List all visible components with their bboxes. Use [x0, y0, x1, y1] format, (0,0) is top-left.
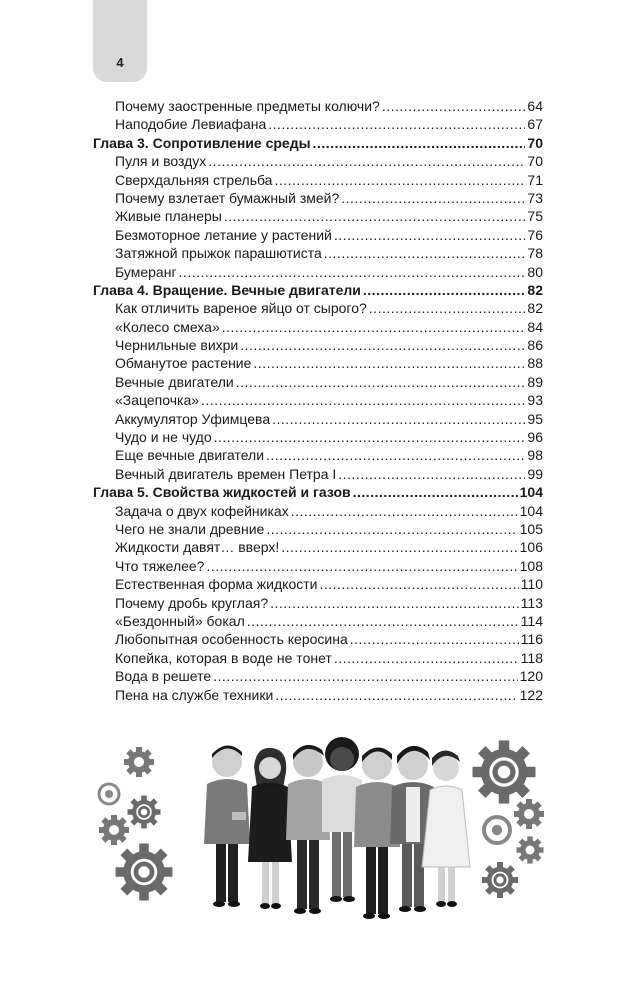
toc-item-row[interactable] — [93, 575, 543, 593]
dot-leader — [272, 410, 525, 428]
toc-item-row[interactable] — [93, 594, 543, 612]
page-ref: 105 — [519, 520, 543, 537]
toc-item-row[interactable] — [93, 373, 543, 391]
dot-leader — [266, 446, 525, 464]
item-title: Бумеранг — [115, 263, 177, 280]
item-title: Затяжной прыжок парашютиста — [115, 245, 322, 262]
chapter-title: Глава 3. Сопротивление среды — [93, 134, 311, 151]
toc-item-row[interactable] — [93, 667, 543, 685]
gear-icon — [514, 799, 544, 829]
item-title: Задача о двух кофейниках — [115, 502, 289, 519]
page-number-tab — [93, 0, 147, 82]
table-of-contents — [93, 97, 543, 704]
page-ref: 113 — [520, 594, 543, 611]
toc-item-row[interactable] — [93, 97, 543, 115]
item-title: Что тяжелее? — [115, 557, 205, 574]
page-ref: 88 — [527, 355, 543, 372]
item-title: Почему заостренные предметы колючи? — [115, 98, 380, 114]
item-title: Любопытная особенность керосина — [115, 631, 348, 648]
page-ref: 86 — [527, 337, 543, 354]
dot-leader — [350, 630, 519, 648]
dot-leader — [236, 373, 526, 391]
dot-leader — [179, 263, 526, 281]
dot-leader — [253, 354, 525, 372]
page-ref: 96 — [527, 429, 543, 446]
page-ref: 80 — [527, 263, 543, 280]
page-ref: 95 — [527, 410, 543, 427]
dot-leader — [313, 134, 526, 152]
item-title: Жидкости давят… вверх! — [115, 539, 280, 556]
page-ref: 84 — [527, 318, 543, 335]
dot-leader — [270, 594, 519, 612]
dot-leader — [224, 207, 526, 225]
gear-icon — [484, 817, 510, 843]
toc-item-row[interactable] — [93, 244, 543, 262]
toc-chapter-row[interactable] — [93, 483, 543, 501]
dot-leader — [214, 428, 526, 446]
gear-icon — [517, 837, 544, 864]
page-ref: 118 — [520, 649, 543, 666]
page-ref: 67 — [527, 116, 543, 133]
item-title: Пена на службе техники — [115, 686, 274, 703]
dot-leader — [353, 483, 518, 501]
page-ref: 76 — [527, 226, 543, 243]
dot-leader — [213, 667, 517, 685]
chapter-title: Глава 4. Вращение. Вечные двигатели — [93, 281, 361, 298]
dot-leader — [334, 226, 526, 244]
page-ref: 78 — [527, 245, 543, 262]
item-title: Еще вечные двигатели — [115, 447, 265, 464]
item-title: Чего не знали древние — [115, 520, 265, 537]
dot-leader — [275, 686, 517, 704]
item-title: Безмоторное летание у растений — [115, 226, 332, 243]
page-ref: 98 — [527, 447, 543, 464]
item-title: Пуля и воздух — [115, 153, 207, 170]
page-ref: 99 — [527, 465, 543, 482]
toc-item-row[interactable] — [93, 152, 543, 170]
dot-leader — [334, 649, 519, 667]
page-ref: 71 — [527, 171, 543, 188]
toc-item-row[interactable] — [93, 428, 543, 446]
dot-leader — [268, 115, 525, 133]
gear-icon — [482, 862, 518, 898]
toc-chapter-row[interactable] — [93, 134, 543, 152]
toc-chapter-row[interactable] — [93, 281, 543, 299]
page-ref: 64 — [527, 98, 543, 114]
toc-item-row[interactable] — [93, 410, 543, 428]
page-ref: 110 — [520, 576, 543, 593]
toc-item-row[interactable] — [93, 171, 543, 189]
item-title: «Колесо смеха» — [115, 318, 220, 335]
dot-leader — [208, 152, 525, 170]
item-title: Почему дробь круглая? — [115, 594, 269, 611]
dot-leader — [281, 538, 517, 556]
page-ref: 75 — [527, 208, 543, 225]
dot-leader — [369, 299, 526, 317]
toc-item-row[interactable] — [93, 263, 543, 281]
toc-item-row[interactable] — [93, 502, 543, 520]
toc-item-row[interactable] — [93, 354, 543, 372]
toc-item-row[interactable] — [93, 391, 543, 409]
page-ref: 122 — [519, 686, 543, 703]
item-title: Сверхдальняя стрельба — [115, 171, 273, 188]
toc-item-row[interactable] — [93, 115, 543, 133]
gear-icon — [99, 815, 129, 845]
toc-item-row[interactable] — [93, 686, 543, 704]
toc-item-row[interactable] — [93, 318, 543, 336]
person-icon — [248, 748, 292, 909]
dot-leader — [247, 612, 519, 630]
toc-item-row[interactable] — [93, 446, 543, 464]
toc-item-row[interactable] — [93, 557, 543, 575]
dot-leader — [240, 336, 525, 354]
dot-leader — [319, 575, 518, 593]
gear-icon — [124, 747, 154, 777]
gear-icon — [473, 741, 536, 804]
dot-leader — [291, 502, 518, 520]
toc-item-row[interactable] — [93, 336, 543, 354]
dot-leader — [382, 97, 526, 115]
item-title: Вода в решете — [115, 668, 212, 685]
toc-item-row[interactable] — [93, 207, 543, 225]
item-title: Как отличить вареное яйцо от сырого? — [115, 300, 367, 317]
toc-item-row[interactable] — [93, 299, 543, 317]
dot-leader — [201, 391, 525, 409]
page-ref: 89 — [527, 373, 543, 390]
person-icon — [422, 750, 470, 907]
item-title: Почему взлетает бумажный змей? — [115, 189, 340, 206]
person-icon — [204, 745, 250, 907]
page-ref: 114 — [520, 612, 543, 629]
gear-icon — [116, 844, 173, 901]
item-title: Естественная форма жидкости — [115, 576, 318, 593]
page-ref: 93 — [527, 392, 543, 409]
dot-leader — [363, 281, 526, 299]
page-ref: 116 — [520, 631, 543, 648]
page-ref: 82 — [527, 281, 543, 298]
dot-leader — [341, 189, 525, 207]
dot-leader — [274, 171, 525, 189]
item-title: «Бездонный» бокал — [115, 612, 245, 629]
dot-leader — [206, 557, 517, 575]
dot-leader — [324, 244, 526, 262]
item-title: Чернильные вихри — [115, 337, 239, 354]
toc-item-row[interactable] — [93, 189, 543, 207]
page-ref: 70 — [527, 153, 543, 170]
toc-item-row[interactable] — [93, 612, 543, 630]
gear-icon — [128, 796, 161, 829]
toc-item-row[interactable] — [93, 465, 543, 483]
dot-leader — [222, 318, 526, 336]
toc-item-row[interactable] — [93, 630, 543, 648]
dot-leader — [266, 520, 517, 538]
item-title: Живые планеры — [115, 208, 222, 225]
page-ref: 106 — [519, 539, 543, 556]
item-title: Чудо и не чудо — [115, 429, 212, 446]
page-ref: 70 — [527, 134, 543, 151]
toc-item-row[interactable] — [93, 538, 543, 556]
item-title: «Зацепочка» — [115, 392, 200, 409]
page-ref: 104 — [519, 484, 543, 501]
page-number: 4 — [116, 55, 124, 70]
chapter-title: Глава 5. Свойства жидкостей и газов — [93, 484, 351, 501]
page-ref: 82 — [527, 300, 543, 317]
page-ref: 73 — [527, 189, 543, 206]
item-title: Вечные двигатели — [115, 373, 234, 390]
item-title: Вечный двигатель времен Петра I — [115, 465, 337, 482]
item-title: Копейка, которая в воде не тонет — [115, 649, 332, 666]
toc-item-row[interactable] — [93, 649, 543, 667]
page-ref: 120 — [519, 668, 543, 685]
item-title: Наподобие Левиафана — [115, 116, 267, 133]
gear-icon — [99, 784, 119, 804]
people-and-gears-illustration — [92, 732, 552, 922]
people-group — [204, 737, 470, 919]
toc-item-row[interactable] — [93, 520, 543, 538]
item-title: Обманутое растение — [115, 355, 252, 372]
page-ref: 104 — [519, 502, 543, 519]
page-ref: 108 — [519, 557, 543, 574]
item-title: Аккумулятор Уфимцева — [115, 410, 271, 427]
toc-item-row[interactable] — [93, 226, 543, 244]
dot-leader — [338, 465, 525, 483]
